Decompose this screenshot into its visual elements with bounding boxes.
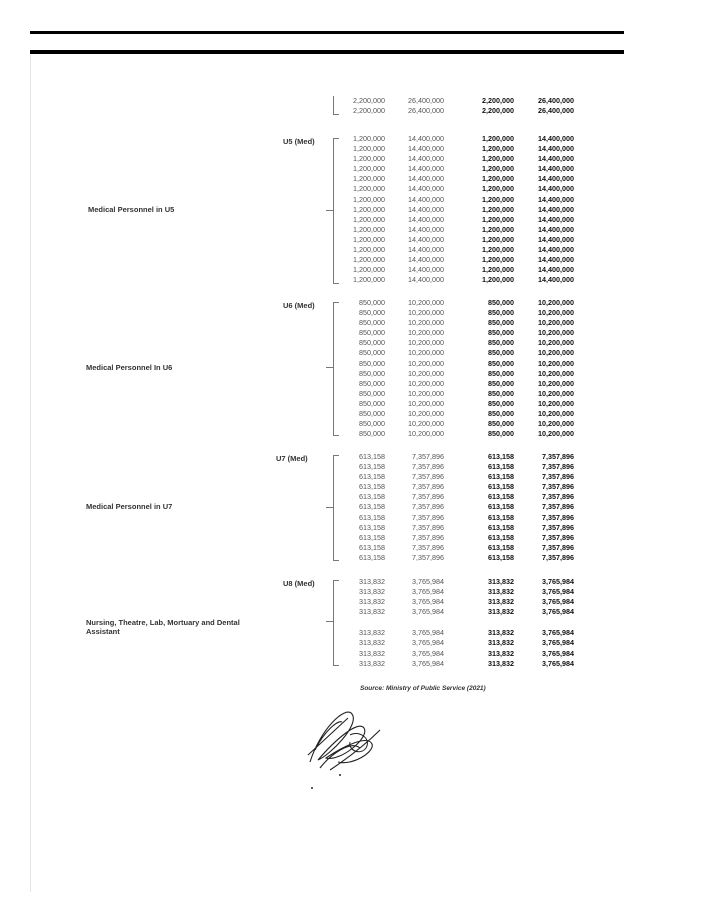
monthly-salary-proposed: 850,000 xyxy=(488,398,514,408)
table-row xyxy=(340,338,580,348)
category-label-u7: Medical Personnel in U7 xyxy=(86,502,173,511)
monthly-salary-proposed: 1,200,000 xyxy=(482,234,514,244)
annual-salary-current: 3,765,984 xyxy=(412,648,444,658)
annual-salary-current: 14,400,000 xyxy=(408,204,444,214)
table-row xyxy=(340,482,580,492)
monthly-salary-proposed: 850,000 xyxy=(488,328,514,338)
table-row xyxy=(340,419,580,429)
monthly-salary-proposed: 1,200,000 xyxy=(482,164,514,174)
monthly-salary-current: 613,158 xyxy=(359,522,385,532)
annual-salary-current: 14,400,000 xyxy=(408,164,444,174)
table-row xyxy=(340,106,580,116)
annual-salary-current: 7,357,896 xyxy=(412,522,444,532)
annual-salary-current: 7,357,896 xyxy=(412,492,444,502)
table-row xyxy=(340,144,580,154)
bracket-tick xyxy=(326,621,333,622)
annual-salary-proposed: 3,765,984 xyxy=(542,628,574,638)
table-row xyxy=(340,328,580,338)
annual-salary-proposed: 10,200,000 xyxy=(538,429,574,439)
salary-rows-u6 xyxy=(340,298,580,439)
monthly-salary-proposed: 313,832 xyxy=(488,628,514,638)
monthly-salary-current: 850,000 xyxy=(359,298,385,307)
monthly-salary-current: 1,200,000 xyxy=(353,194,385,204)
monthly-salary-proposed: 613,158 xyxy=(488,552,514,562)
annual-salary-current: 3,765,984 xyxy=(412,628,444,638)
annual-salary-proposed: 14,400,000 xyxy=(538,214,574,224)
monthly-salary-current: 850,000 xyxy=(359,318,385,328)
monthly-salary-proposed: 613,158 xyxy=(488,472,514,482)
annual-salary-proposed: 7,357,896 xyxy=(542,482,574,492)
annual-salary-proposed: 7,357,896 xyxy=(542,552,574,562)
annual-salary-current: 14,400,000 xyxy=(408,134,444,143)
signature-icon xyxy=(290,700,390,795)
monthly-salary-current: 1,200,000 xyxy=(353,224,385,234)
annual-salary-current: 7,357,896 xyxy=(412,552,444,562)
annual-salary-proposed: 10,200,000 xyxy=(538,419,574,429)
annual-salary-proposed: 14,400,000 xyxy=(538,144,574,154)
monthly-salary-current: 850,000 xyxy=(359,429,385,439)
group-bracket xyxy=(333,96,339,115)
category-label-u8: Nursing, Theatre, Lab, Mortuary and Dental Assistant xyxy=(86,618,240,636)
monthly-salary-current: 1,200,000 xyxy=(353,164,385,174)
bracket-tick xyxy=(326,210,333,211)
group-bracket xyxy=(333,580,339,666)
table-row xyxy=(340,379,580,389)
annual-salary-current: 7,357,896 xyxy=(412,452,444,461)
monthly-salary-proposed: 313,832 xyxy=(488,577,514,586)
monthly-salary-proposed: 613,158 xyxy=(488,512,514,522)
monthly-salary-current: 613,158 xyxy=(359,492,385,502)
monthly-salary-current: 1,200,000 xyxy=(353,245,385,255)
annual-salary-current: 7,357,896 xyxy=(412,502,444,512)
annual-salary-proposed: 14,400,000 xyxy=(538,224,574,234)
annual-salary-proposed: 10,200,000 xyxy=(538,368,574,378)
monthly-salary-current: 2,200,000 xyxy=(353,96,385,105)
monthly-salary-proposed: 1,200,000 xyxy=(482,245,514,255)
annual-salary-current: 3,765,984 xyxy=(412,658,444,668)
annual-salary-proposed: 10,200,000 xyxy=(538,358,574,368)
monthly-salary-proposed: 613,158 xyxy=(488,452,514,461)
table-row xyxy=(340,308,580,318)
monthly-salary-current: 613,158 xyxy=(359,472,385,482)
grade-label-u6: U6 (Med) xyxy=(283,301,315,310)
monthly-salary-proposed: 313,832 xyxy=(488,597,514,607)
annual-salary-proposed: 3,765,984 xyxy=(542,648,574,658)
table-row xyxy=(340,587,580,597)
table-row xyxy=(340,399,580,409)
table-row xyxy=(340,195,580,205)
annual-salary-proposed: 3,765,984 xyxy=(542,607,574,617)
salary-rows-top xyxy=(340,96,580,116)
annual-salary-proposed: 10,200,000 xyxy=(538,348,574,358)
monthly-salary-current: 313,832 xyxy=(359,577,385,586)
category-label-u6: Medical Personnel In U6 xyxy=(86,363,173,372)
monthly-salary-current: 850,000 xyxy=(359,348,385,358)
annual-salary-current: 10,200,000 xyxy=(408,358,444,368)
monthly-salary-proposed: 850,000 xyxy=(488,388,514,398)
monthly-salary-current: 850,000 xyxy=(359,419,385,429)
monthly-salary-proposed: 313,832 xyxy=(488,648,514,658)
monthly-salary-current: 2,200,000 xyxy=(353,106,385,116)
monthly-salary-current: 613,158 xyxy=(359,482,385,492)
annual-salary-proposed: 14,400,000 xyxy=(538,174,574,184)
annual-salary-proposed: 14,400,000 xyxy=(538,134,574,143)
annual-salary-proposed: 14,400,000 xyxy=(538,234,574,244)
annual-salary-current: 7,357,896 xyxy=(412,512,444,522)
annual-salary-current: 14,400,000 xyxy=(408,245,444,255)
monthly-salary-proposed: 850,000 xyxy=(488,419,514,429)
monthly-salary-proposed: 850,000 xyxy=(488,338,514,348)
grade-label-u8: U8 (Med) xyxy=(283,579,315,588)
annual-salary-current: 10,200,000 xyxy=(408,298,444,307)
table-row xyxy=(340,359,580,369)
monthly-salary-proposed: 1,200,000 xyxy=(482,214,514,224)
table-row xyxy=(340,659,580,669)
table-row xyxy=(340,275,580,285)
table-row xyxy=(340,318,580,328)
grade-label-u5: U5 (Med) xyxy=(283,137,315,146)
annual-salary-proposed: 14,400,000 xyxy=(538,164,574,174)
annual-salary-proposed: 10,200,000 xyxy=(538,328,574,338)
table-row xyxy=(340,255,580,265)
annual-salary-current: 7,357,896 xyxy=(412,482,444,492)
monthly-salary-current: 1,200,000 xyxy=(353,255,385,265)
annual-salary-current: 10,200,000 xyxy=(408,398,444,408)
table-row xyxy=(340,245,580,255)
monthly-salary-proposed: 613,158 xyxy=(488,532,514,542)
table-row xyxy=(340,225,580,235)
table-row xyxy=(340,205,580,215)
monthly-salary-proposed: 613,158 xyxy=(488,482,514,492)
monthly-salary-current: 1,200,000 xyxy=(353,184,385,194)
annual-salary-current: 7,357,896 xyxy=(412,472,444,482)
table-row xyxy=(340,638,580,648)
monthly-salary-current: 1,200,000 xyxy=(353,144,385,154)
annual-salary-proposed: 7,357,896 xyxy=(542,522,574,532)
monthly-salary-proposed: 2,200,000 xyxy=(482,96,514,105)
table-row xyxy=(340,533,580,543)
annual-salary-proposed: 14,400,000 xyxy=(538,245,574,255)
monthly-salary-proposed: 2,200,000 xyxy=(482,106,514,116)
annual-salary-proposed: 14,400,000 xyxy=(538,255,574,265)
monthly-salary-current: 613,158 xyxy=(359,502,385,512)
annual-salary-proposed: 7,357,896 xyxy=(542,542,574,552)
table-row xyxy=(340,154,580,164)
table-row xyxy=(340,513,580,523)
monthly-salary-current: 1,200,000 xyxy=(353,265,385,275)
annual-salary-current: 3,765,984 xyxy=(412,638,444,648)
annual-salary-proposed: 7,357,896 xyxy=(542,512,574,522)
monthly-salary-current: 613,158 xyxy=(359,542,385,552)
monthly-salary-current: 1,200,000 xyxy=(353,134,385,143)
monthly-salary-current: 313,832 xyxy=(359,628,385,638)
annual-salary-proposed: 7,357,896 xyxy=(542,502,574,512)
annual-salary-current: 7,357,896 xyxy=(412,542,444,552)
monthly-salary-proposed: 850,000 xyxy=(488,308,514,318)
monthly-salary-proposed: 313,832 xyxy=(488,658,514,668)
monthly-salary-proposed: 850,000 xyxy=(488,429,514,439)
table-row xyxy=(340,502,580,512)
table-row xyxy=(340,492,580,502)
annual-salary-proposed: 14,400,000 xyxy=(538,184,574,194)
monthly-salary-proposed: 850,000 xyxy=(488,348,514,358)
table-row xyxy=(340,215,580,225)
monthly-salary-proposed: 1,200,000 xyxy=(482,184,514,194)
annual-salary-proposed: 10,200,000 xyxy=(538,378,574,388)
table-row xyxy=(340,628,580,638)
table-row xyxy=(340,389,580,399)
monthly-salary-current: 613,158 xyxy=(359,462,385,472)
table-row xyxy=(340,164,580,174)
annual-salary-proposed: 14,400,000 xyxy=(538,275,574,285)
monthly-salary-proposed: 313,832 xyxy=(488,638,514,648)
monthly-salary-proposed: 613,158 xyxy=(488,542,514,552)
bracket-tick xyxy=(326,507,333,508)
annual-salary-current: 10,200,000 xyxy=(408,368,444,378)
table-row xyxy=(340,649,580,659)
annual-salary-proposed: 7,357,896 xyxy=(542,462,574,472)
annual-salary-proposed: 3,765,984 xyxy=(542,638,574,648)
annual-salary-current: 10,200,000 xyxy=(408,308,444,318)
monthly-salary-current: 850,000 xyxy=(359,338,385,348)
annual-salary-proposed: 10,200,000 xyxy=(538,338,574,348)
monthly-salary-current: 613,158 xyxy=(359,452,385,461)
monthly-salary-current: 613,158 xyxy=(359,552,385,562)
table-row xyxy=(340,265,580,275)
annual-salary-current: 14,400,000 xyxy=(408,265,444,275)
monthly-salary-proposed: 313,832 xyxy=(488,607,514,617)
monthly-salary-proposed: 850,000 xyxy=(488,409,514,419)
annual-salary-current: 10,200,000 xyxy=(408,419,444,429)
annual-salary-proposed: 10,200,000 xyxy=(538,409,574,419)
monthly-salary-proposed: 1,200,000 xyxy=(482,194,514,204)
table-row xyxy=(340,348,580,358)
monthly-salary-current: 850,000 xyxy=(359,358,385,368)
annual-salary-proposed: 14,400,000 xyxy=(538,265,574,275)
annual-salary-proposed: 14,400,000 xyxy=(538,154,574,164)
monthly-salary-current: 313,832 xyxy=(359,638,385,648)
annual-salary-proposed: 26,400,000 xyxy=(538,96,574,105)
monthly-salary-current: 613,158 xyxy=(359,532,385,542)
monthly-salary-proposed: 613,158 xyxy=(488,492,514,502)
monthly-salary-current: 850,000 xyxy=(359,328,385,338)
table-row xyxy=(340,607,580,617)
annual-salary-proposed: 10,200,000 xyxy=(538,388,574,398)
monthly-salary-proposed: 313,832 xyxy=(488,587,514,597)
annual-salary-current: 14,400,000 xyxy=(408,174,444,184)
table-row xyxy=(340,597,580,607)
annual-salary-current: 14,400,000 xyxy=(408,234,444,244)
top-rule-thin xyxy=(30,31,624,34)
salary-rows-u5 xyxy=(340,134,580,285)
table-row xyxy=(340,462,580,472)
annual-salary-current: 10,200,000 xyxy=(408,338,444,348)
monthly-salary-current: 1,200,000 xyxy=(353,204,385,214)
table-row xyxy=(340,543,580,553)
monthly-salary-proposed: 850,000 xyxy=(488,378,514,388)
annual-salary-current: 7,357,896 xyxy=(412,532,444,542)
annual-salary-proposed: 10,200,000 xyxy=(538,398,574,408)
annual-salary-current: 10,200,000 xyxy=(408,409,444,419)
annual-salary-current: 3,765,984 xyxy=(412,587,444,597)
monthly-salary-current: 1,200,000 xyxy=(353,174,385,184)
monthly-salary-current: 1,200,000 xyxy=(353,214,385,224)
table-row xyxy=(340,553,580,563)
annual-salary-current: 7,357,896 xyxy=(412,462,444,472)
group-bracket xyxy=(333,455,339,561)
monthly-salary-current: 313,832 xyxy=(359,587,385,597)
annual-salary-current: 14,400,000 xyxy=(408,214,444,224)
annual-salary-current: 26,400,000 xyxy=(408,96,444,105)
monthly-salary-proposed: 1,200,000 xyxy=(482,255,514,265)
table-row xyxy=(340,174,580,184)
monthly-salary-current: 1,200,000 xyxy=(353,275,385,285)
table-row xyxy=(340,134,580,144)
annual-salary-proposed: 26,400,000 xyxy=(538,106,574,116)
annual-salary-current: 26,400,000 xyxy=(408,106,444,116)
annual-salary-proposed: 14,400,000 xyxy=(538,204,574,214)
monthly-salary-current: 313,832 xyxy=(359,648,385,658)
monthly-salary-current: 313,832 xyxy=(359,597,385,607)
table-row xyxy=(340,369,580,379)
monthly-salary-current: 850,000 xyxy=(359,368,385,378)
monthly-salary-current: 1,200,000 xyxy=(353,234,385,244)
monthly-salary-current: 313,832 xyxy=(359,658,385,668)
monthly-salary-proposed: 850,000 xyxy=(488,318,514,328)
annual-salary-proposed: 7,357,896 xyxy=(542,492,574,502)
monthly-salary-current: 613,158 xyxy=(359,512,385,522)
annual-salary-current: 10,200,000 xyxy=(408,429,444,439)
bracket-tick xyxy=(326,367,333,368)
monthly-salary-proposed: 1,200,000 xyxy=(482,154,514,164)
table-row xyxy=(340,235,580,245)
monthly-salary-current: 850,000 xyxy=(359,308,385,318)
monthly-salary-current: 850,000 xyxy=(359,409,385,419)
top-rule-thick xyxy=(30,50,624,54)
table-row xyxy=(340,452,580,462)
table-row xyxy=(340,96,580,106)
annual-salary-current: 3,765,984 xyxy=(412,577,444,586)
monthly-salary-current: 850,000 xyxy=(359,378,385,388)
annual-salary-current: 3,765,984 xyxy=(412,607,444,617)
monthly-salary-proposed: 613,158 xyxy=(488,522,514,532)
annual-salary-proposed: 3,765,984 xyxy=(542,577,574,586)
annual-salary-proposed: 3,765,984 xyxy=(542,658,574,668)
monthly-salary-proposed: 1,200,000 xyxy=(482,134,514,143)
annual-salary-current: 14,400,000 xyxy=(408,224,444,234)
monthly-salary-proposed: 613,158 xyxy=(488,502,514,512)
annual-salary-current: 14,400,000 xyxy=(408,275,444,285)
monthly-salary-proposed: 1,200,000 xyxy=(482,174,514,184)
category-label-u5: Medical Personnel in U5 xyxy=(88,205,175,214)
monthly-salary-proposed: 850,000 xyxy=(488,368,514,378)
grade-label-u7: U7 (Med) xyxy=(276,454,308,463)
annual-salary-current: 10,200,000 xyxy=(408,388,444,398)
annual-salary-current: 14,400,000 xyxy=(408,255,444,265)
monthly-salary-current: 850,000 xyxy=(359,398,385,408)
monthly-salary-proposed: 1,200,000 xyxy=(482,275,514,285)
monthly-salary-current: 313,832 xyxy=(359,607,385,617)
table-row xyxy=(340,523,580,533)
table-row xyxy=(340,577,580,587)
salary-rows-u8 xyxy=(340,577,580,669)
annual-salary-current: 14,400,000 xyxy=(408,154,444,164)
monthly-salary-proposed: 850,000 xyxy=(488,298,514,307)
table-row xyxy=(340,409,580,419)
table-row xyxy=(340,298,580,308)
table-row xyxy=(340,184,580,194)
annual-salary-proposed: 7,357,896 xyxy=(542,472,574,482)
annual-salary-current: 10,200,000 xyxy=(408,328,444,338)
monthly-salary-proposed: 1,200,000 xyxy=(482,224,514,234)
table-row xyxy=(340,472,580,482)
annual-salary-proposed: 7,357,896 xyxy=(542,532,574,542)
group-bracket xyxy=(333,138,339,284)
annual-salary-current: 14,400,000 xyxy=(408,144,444,154)
annual-salary-proposed: 3,765,984 xyxy=(542,587,574,597)
annual-salary-current: 10,200,000 xyxy=(408,378,444,388)
table-row xyxy=(340,429,580,439)
annual-salary-current: 3,765,984 xyxy=(412,597,444,607)
monthly-salary-current: 1,200,000 xyxy=(353,154,385,164)
group-bracket xyxy=(333,302,339,436)
monthly-salary-proposed: 850,000 xyxy=(488,358,514,368)
monthly-salary-proposed: 613,158 xyxy=(488,462,514,472)
annual-salary-proposed: 10,200,000 xyxy=(538,298,574,307)
monthly-salary-proposed: 1,200,000 xyxy=(482,144,514,154)
annual-salary-current: 14,400,000 xyxy=(408,184,444,194)
annual-salary-proposed: 7,357,896 xyxy=(542,452,574,461)
annual-salary-current: 10,200,000 xyxy=(408,318,444,328)
annual-salary-proposed: 10,200,000 xyxy=(538,308,574,318)
scan-edge xyxy=(30,54,31,892)
monthly-salary-proposed: 1,200,000 xyxy=(482,204,514,214)
monthly-salary-proposed: 1,200,000 xyxy=(482,265,514,275)
annual-salary-proposed: 3,765,984 xyxy=(542,597,574,607)
salary-rows-u7 xyxy=(340,452,580,563)
annual-salary-proposed: 14,400,000 xyxy=(538,194,574,204)
annual-salary-current: 14,400,000 xyxy=(408,194,444,204)
monthly-salary-current: 850,000 xyxy=(359,388,385,398)
source-note: Source: Ministry of Public Service (2021) xyxy=(360,685,486,692)
annual-salary-proposed: 10,200,000 xyxy=(538,318,574,328)
annual-salary-current: 10,200,000 xyxy=(408,348,444,358)
